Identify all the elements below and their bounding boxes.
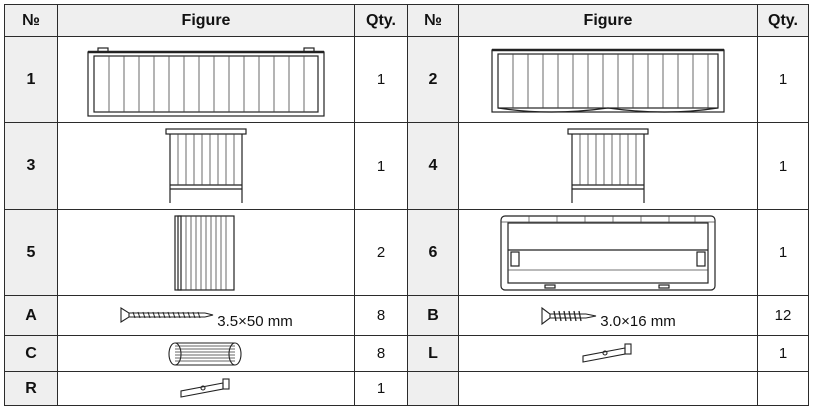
empty-cell [408, 372, 459, 406]
base-frame-icon [499, 214, 717, 292]
parts-table [4, 4, 809, 406]
long-screw-icon [119, 306, 215, 324]
table-row [5, 336, 809, 372]
part-figure [58, 372, 355, 406]
part-id: B [408, 296, 459, 336]
part-id: 5 [5, 210, 58, 296]
table-row [5, 296, 809, 336]
part-figure [459, 210, 758, 296]
part-qty: 8 [355, 336, 408, 372]
empty-cell [758, 372, 809, 406]
long-slatted-panel-icon [86, 42, 326, 118]
part-figure [459, 37, 758, 123]
screw-dimension: 3.5×50 mm [217, 312, 293, 330]
part-figure [58, 123, 355, 210]
part-id: 3 [5, 123, 58, 210]
part-figure [459, 336, 758, 372]
wooden-dowel-icon [167, 341, 245, 367]
short-screw-icon [540, 306, 598, 326]
part-id: A [5, 296, 58, 336]
part-qty: 1 [355, 123, 408, 210]
part-id: 1 [5, 37, 58, 123]
part-qty: 1 [758, 37, 809, 123]
part-figure [58, 336, 355, 372]
end-frame-icon [566, 127, 650, 205]
part-qty: 8 [355, 296, 408, 336]
part-qty: 12 [758, 296, 809, 336]
part-qty: 1 [355, 37, 408, 123]
part-qty: 1 [355, 372, 408, 406]
part-id: 6 [408, 210, 459, 296]
table-row [5, 37, 809, 123]
part-figure [58, 210, 355, 296]
header-qty: Qty. [355, 5, 408, 37]
part-figure [58, 37, 355, 123]
part-qty: 2 [355, 210, 408, 296]
end-frame-icon [164, 127, 248, 205]
table-row [5, 210, 809, 296]
part-id: 2 [408, 37, 459, 123]
header-number: № [5, 5, 58, 37]
part-qty: 1 [758, 210, 809, 296]
long-slatted-panel-icon [490, 42, 726, 118]
screw-dimension: 3.0×16 mm [600, 312, 676, 330]
part-id: L [408, 336, 459, 372]
part-figure [459, 123, 758, 210]
empty-cell [459, 372, 758, 406]
table-row [5, 123, 809, 210]
header-figure: Figure [58, 5, 355, 37]
header-figure: Figure [459, 5, 758, 37]
header-number: № [408, 5, 459, 37]
bracket-icon [579, 342, 637, 366]
part-id: 4 [408, 123, 459, 210]
part-qty: 1 [758, 336, 809, 372]
part-id: R [5, 372, 58, 406]
part-qty: 1 [758, 123, 809, 210]
part-id: C [5, 336, 58, 372]
part-figure [459, 296, 758, 336]
bracket-icon [177, 377, 235, 401]
part-figure [58, 296, 355, 336]
table-row [5, 372, 809, 406]
header-row [5, 5, 809, 37]
header-qty: Qty. [758, 5, 809, 37]
side-slat-panel-icon [174, 214, 238, 292]
